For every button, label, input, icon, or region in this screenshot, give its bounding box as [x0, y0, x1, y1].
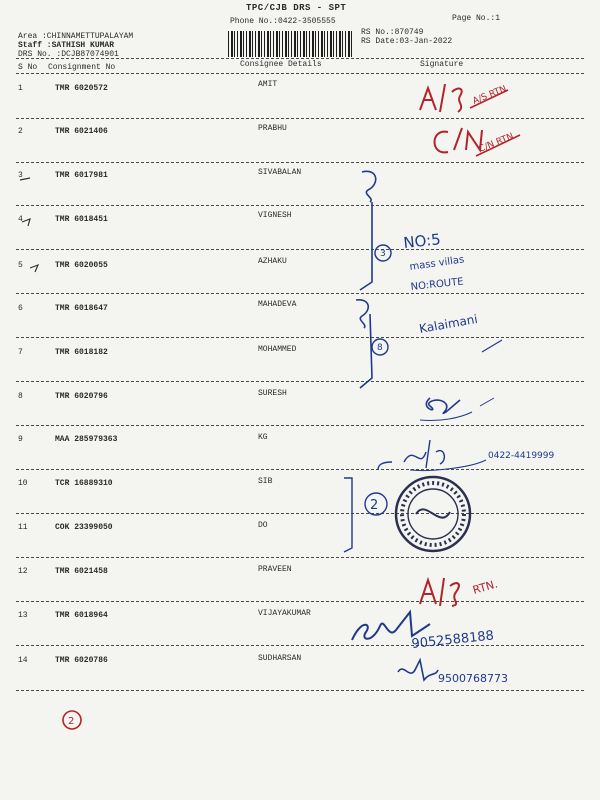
row-sno: 8 — [18, 392, 23, 401]
sheet-title: TPC/CJB DRS - SPT — [246, 3, 347, 13]
tick-mark — [22, 219, 30, 226]
staff-label: Staff :SATHISH KUMAR — [18, 41, 115, 50]
row-sno: 1 — [18, 84, 23, 93]
row-sno: 12 — [18, 567, 28, 576]
blue-bracket — [344, 462, 392, 552]
row-consignment: TMR 6021458 — [55, 567, 108, 576]
row9-phone: 0422-4419999 — [488, 451, 555, 461]
row-consignment: MAA 285979363 — [55, 435, 118, 444]
row-consignee: KG — [258, 433, 268, 442]
red-ink-stroke — [435, 128, 483, 152]
row14-phone: 9500768773 — [438, 672, 508, 685]
red-circled-mark-label: 2 — [68, 716, 75, 727]
rs-date: RS Date:03-Jan-2022 — [361, 37, 453, 46]
circled-count-label: 2 — [370, 498, 379, 513]
row-sno: 3 — [18, 171, 23, 180]
blue-bracket — [360, 171, 376, 290]
row-consignment: TMR 6020055 — [55, 261, 108, 270]
blue-signature — [410, 460, 486, 471]
red-ink-stroke — [420, 84, 462, 112]
row-consignee: SURESH — [258, 389, 287, 398]
blue-ink-stroke — [480, 398, 494, 406]
blue-signature — [426, 398, 460, 413]
row-consignment: TMR 6020572 — [55, 84, 108, 93]
row-consignee: VIGNESH — [258, 211, 292, 220]
col-consignee-header: Consignee Details — [240, 60, 322, 69]
row2-handwriting: C/N RTN — [477, 131, 516, 155]
blue-signature — [420, 412, 472, 421]
row-consignee: DO — [258, 521, 268, 530]
blue-signature — [404, 440, 444, 468]
row-sno: 13 — [18, 611, 28, 620]
row-consignee: MAHADEVA — [258, 300, 297, 309]
row-consignee: MOHAMMED — [258, 345, 297, 354]
row13-phone: 9052588188 — [410, 628, 495, 652]
drs-number: DRS No. :DCJB87074901 — [18, 50, 119, 59]
row-consignment: TMR 6018451 — [55, 215, 108, 224]
blue-signature — [398, 660, 438, 680]
row13-handwriting: RTN. — [471, 577, 500, 597]
row-sno: 7 — [18, 348, 23, 357]
row6-7-handwriting: Kalaimani — [418, 311, 479, 336]
col-signature-header: Signature — [420, 60, 464, 69]
row-consignee: AZHAKU — [258, 257, 287, 266]
rs-number: RS No.:870749 — [361, 28, 424, 37]
row-sno: 2 — [18, 127, 23, 136]
row-consignee: SIB — [258, 477, 273, 486]
tick-mark — [20, 178, 30, 180]
row-consignee: PRABHU — [258, 124, 287, 133]
circled-count-label: 8 — [377, 343, 383, 353]
row-consignee: AMIT — [258, 80, 278, 89]
row-consignment: TMR 6020796 — [55, 392, 108, 401]
row4-5-handwriting: NO:ROUTE — [410, 276, 465, 293]
row-consignee: SIVABALAN — [258, 168, 302, 177]
page-number: Page No.:1 — [452, 14, 501, 23]
row-sno: 11 — [18, 523, 28, 532]
row-consignment: TCR 16889310 — [55, 479, 113, 488]
row4-5-handwriting: mass villas — [408, 254, 465, 273]
blue-ink-stroke — [482, 340, 502, 352]
row-sno: 10 — [18, 479, 28, 488]
red-ink-stroke — [420, 578, 459, 606]
row-sno: 5 — [18, 261, 23, 270]
row-sno: 6 — [18, 304, 23, 313]
row-consignment: TMR 6018964 — [55, 611, 108, 620]
blue-bracket — [356, 300, 372, 388]
row-sno: 4 — [18, 215, 23, 224]
row-consignee: PRAVEEN — [258, 565, 292, 574]
circled-count-label: 3 — [380, 249, 386, 259]
row-consignment: TMR 6018647 — [55, 304, 108, 313]
row-sno: 9 — [18, 435, 23, 444]
row4-5-handwriting: NO:5 — [402, 230, 442, 252]
area-label: Area :CHINNAMETTUPALAYAM — [18, 32, 134, 41]
col-consignment-header: Consignment No — [48, 63, 116, 72]
row-consignment: TMR 6018182 — [55, 348, 108, 357]
row-consignee: SUDHARSAN — [258, 654, 302, 663]
row-consignment: TMR 6021406 — [55, 127, 108, 136]
row-consignee: VIJAYAKUMAR — [258, 609, 311, 618]
row-sno: 14 — [18, 656, 28, 665]
row-consignment: TMR 6020786 — [55, 656, 108, 665]
row-consignment: COK 23399050 — [55, 523, 113, 532]
branch-phone: Phone No.:0422-3505555 — [230, 17, 336, 26]
row-consignment: TMR 6017981 — [55, 171, 108, 180]
col-sno-header: S No — [18, 63, 38, 72]
row1-handwriting: A/S RTN — [471, 84, 509, 107]
tick-mark — [30, 265, 38, 272]
bank-stamp — [416, 509, 450, 517]
